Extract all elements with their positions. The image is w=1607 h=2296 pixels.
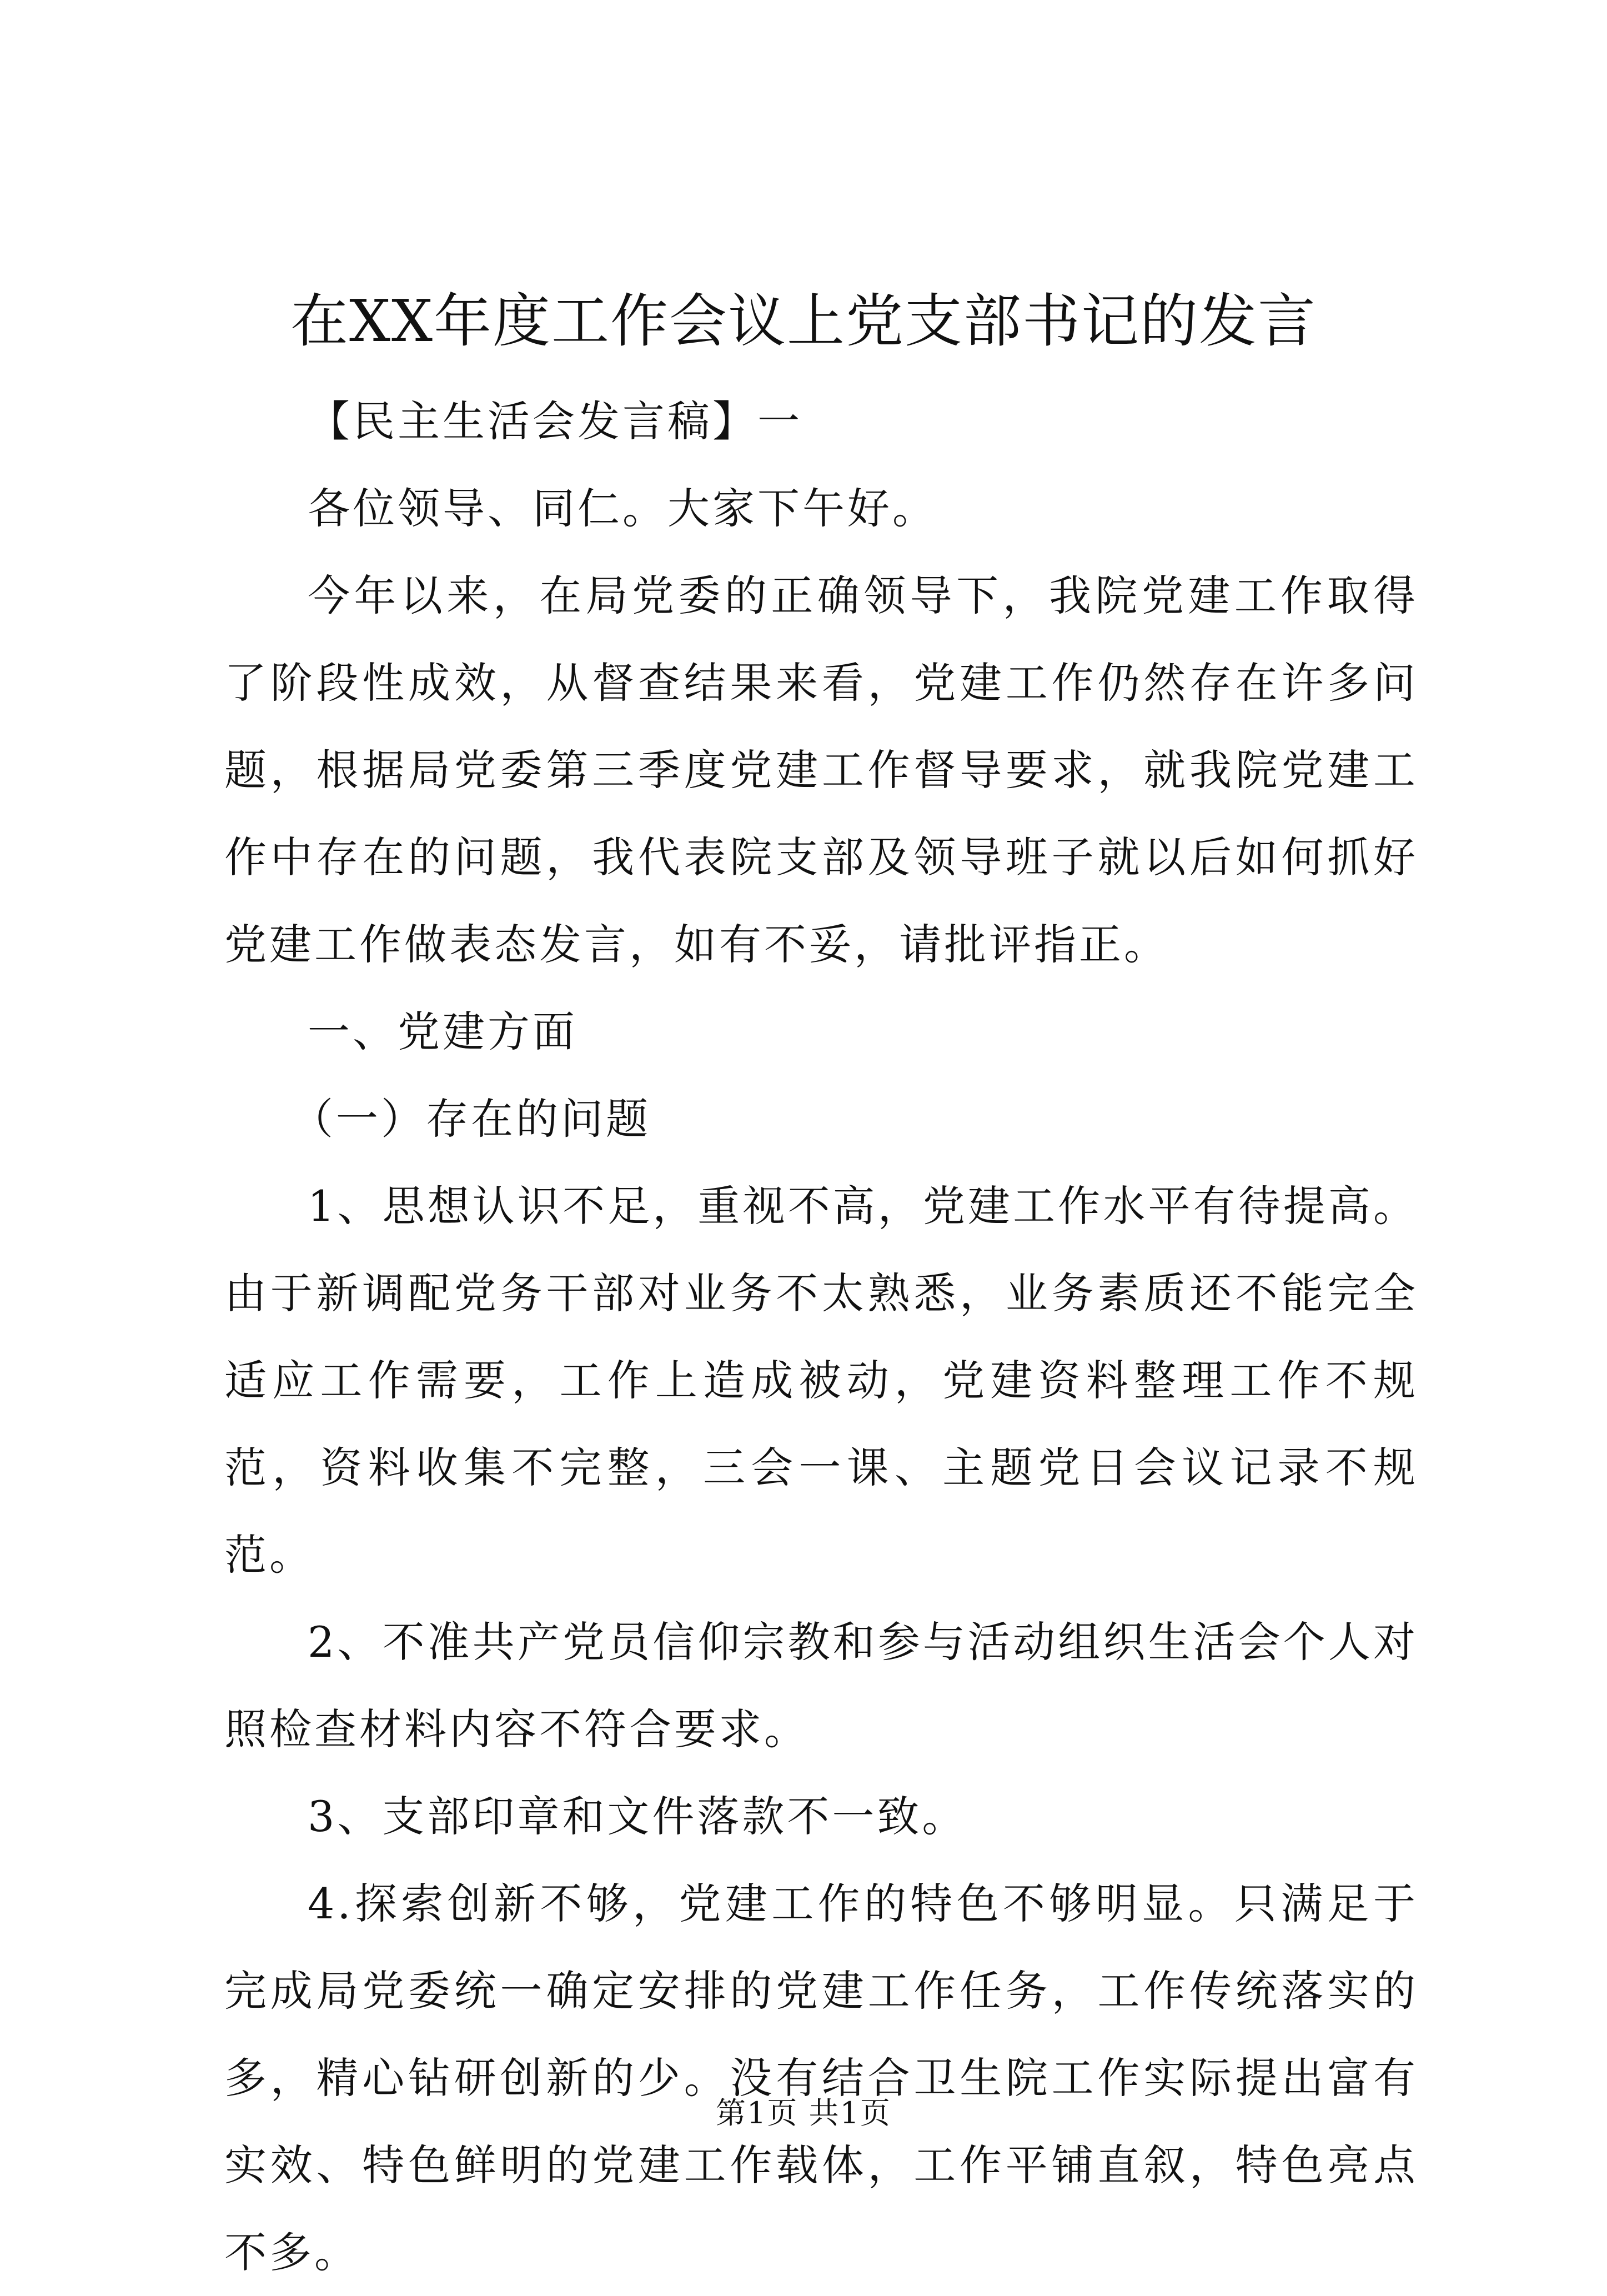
document-title: 在XX年度工作会议上党支部书记的发言	[290, 287, 1317, 355]
paragraph-intro: 今年以来，在局党委的正确领导下，我院党建工作取得了阶段性成效，从督查结果来看，党建工作仍然存在许多问题，根据局党委第三季度党建工作督导要求，就我院党建工作中存在的问题，我代表院支部及领导班子就以后如何抓好党建工作做表态发言，如有不妥，请批评指正。	[224, 571, 1418, 969]
paragraph-subtitle: 【民主生活会发言稿】一	[308, 397, 802, 446]
paragraph-item-3: 3、支部印章和文件落款不一致。	[308, 1792, 967, 1841]
page-footer: 第1页 共1页	[716, 2096, 891, 2130]
paragraph-item-4: 4.探索创新不够，党建工作的特色不够明显。只满足于完成局党委统一确定安排的党建工作任务，工作传统落实的多，精心钻研创新的少。没有结合卫生院工作实际提出富有实效、特色鲜明的党建工作载体，工作平铺直叙，特色亮点不多。	[224, 1879, 1418, 2277]
section-heading: 一、党建方面	[308, 1007, 577, 1056]
paragraph-greeting: 各位领导、同仁。大家下午好。	[308, 484, 937, 533]
paragraph-item-2: 2、不准共产党员信仰宗教和参与活动组织生活会个人对照检查材料内容不符合要求。	[224, 1617, 1418, 1754]
paragraph-item-1: 1、思想认识不足，重视不高，党建工作水平有待提高。由于新调配党务干部对业务不太熟悉，业务素质还不能完全适应工作需要，工作上造成被动，党建资料整理工作不规范，资料收集不完整，三会一课、主题党日会议记录不规范。	[224, 1181, 1418, 1580]
document-body	[224, 378, 1418, 2296]
subsection-heading: （一）存在的问题	[291, 1094, 651, 1144]
